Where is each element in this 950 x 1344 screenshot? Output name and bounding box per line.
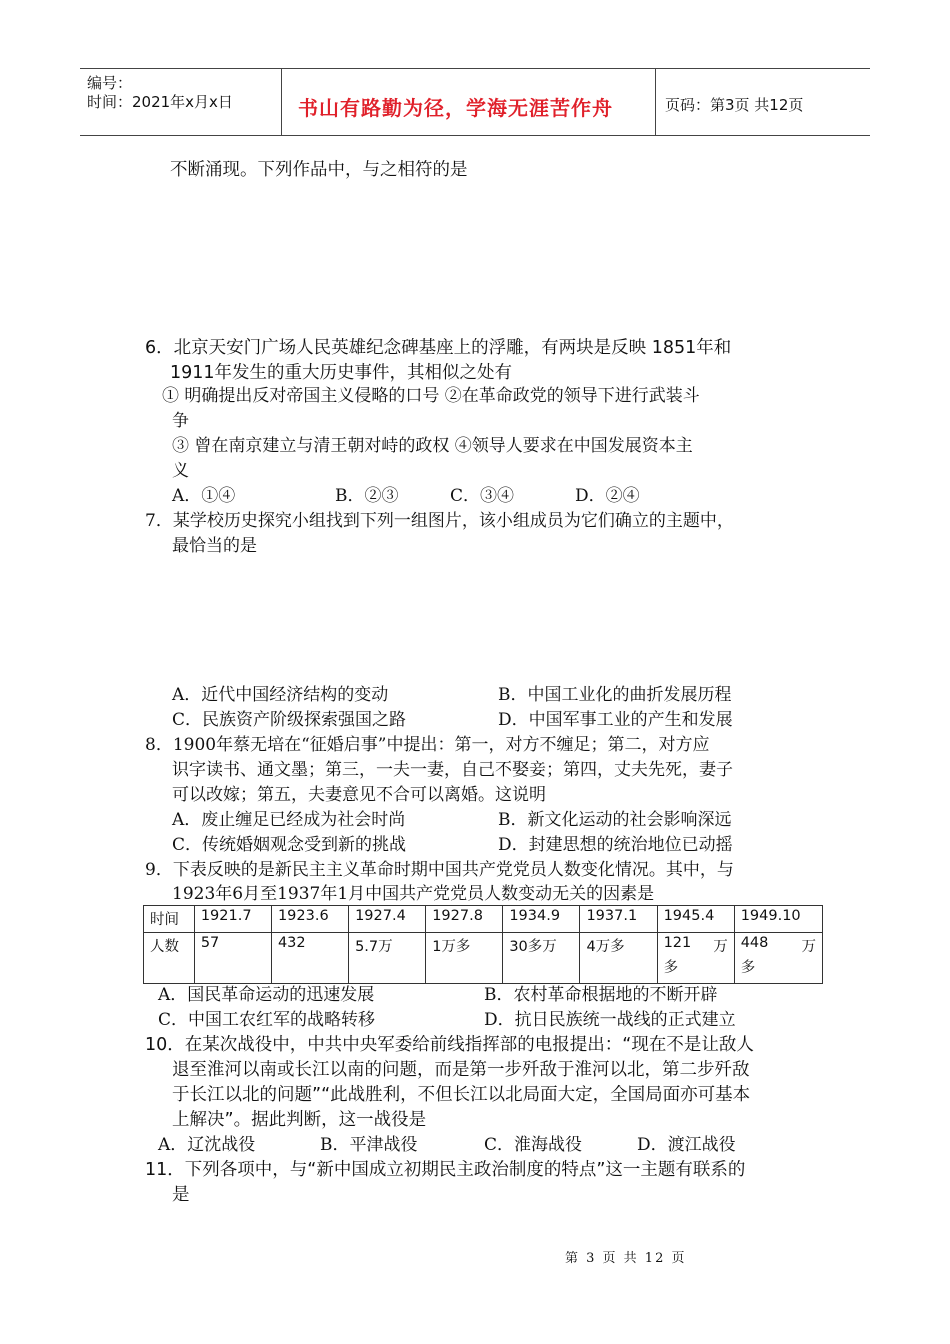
page-footer: 第 3 页 共 12 页 — [565, 1251, 687, 1266]
q9-choice-b: B．农村革命根据地的不断开辟 — [484, 985, 718, 1005]
table-cell: 1927.4 — [349, 906, 426, 933]
q6-choice-b: B．②③ — [335, 486, 399, 506]
q6-choice-d: D．②④ — [575, 486, 640, 506]
table-cell: 4万多 — [580, 933, 657, 984]
q9-stem-line1: 9．下表反映的是新民主主义革命时期中国共产党党员人数变化情况。其中，与 — [145, 860, 734, 880]
q6-stem-line2: 1911年发生的重大历史事件，其相似之处有 — [170, 363, 513, 383]
q6-stem-line1: 6．北京天安门广场人民英雄纪念碑基座上的浮雕，有两块是反映 1851年和 — [145, 338, 732, 358]
table-cell: 432 — [271, 933, 348, 984]
q10-stem-line4: 上解决”。据此判断，这一战役是 — [172, 1110, 427, 1130]
header-page-label: 页码：第3页 共12页 — [665, 96, 804, 114]
q9-stem-line2: 1923年6月至1937年1月中国共产党党员人数变动无关的因素是 — [172, 884, 655, 904]
q8-stem-line1: 8．1900年蔡无培在“征婚启事”中提出：第一，对方不缠足；第二，对方应 — [145, 735, 710, 755]
table-cell: 1万多 — [426, 933, 503, 984]
q8-stem-line3: 可以改嫁；第五，夫妻意见不合可以离婚。这说明 — [172, 785, 546, 805]
table-cell: 5.7万 — [349, 933, 426, 984]
q7-choice-b: B．中国工业化的曲折发展历程 — [498, 685, 732, 705]
q8-choice-c: C．传统婚姻观念受到新的挑战 — [172, 835, 407, 855]
table-cell: 1921.7 — [194, 906, 271, 933]
count-unit: 万 — [713, 939, 728, 955]
q10-choice-b: B．平津战役 — [320, 1135, 418, 1155]
q10-choice-a: A．辽沈战役 — [158, 1135, 256, 1155]
q6-choice-c: C．③④ — [450, 486, 515, 506]
table-row — [144, 933, 823, 984]
q7-choice-d: D．中国军事工业的产生和发展 — [498, 710, 733, 730]
q8-choice-b: B．新文化运动的社会影响深远 — [498, 810, 732, 830]
q9-choice-a: A．国民革命运动的迅速发展 — [158, 985, 375, 1005]
table-cell: 1937.1 — [580, 906, 657, 933]
table-cell: 1949.10 — [734, 906, 822, 933]
document-number-label: 编号： — [87, 74, 133, 92]
count-number: 448 — [740, 935, 769, 951]
count-unit: 万 — [801, 939, 816, 955]
q7-stem-line2: 最恰当的是 — [172, 536, 257, 556]
table-cell — [657, 933, 734, 984]
q8-choice-a: A．废止缠足已经成为社会时尚 — [172, 810, 406, 830]
party-membership-table — [143, 905, 823, 984]
q7-choice-c: C．民族资产阶级探索强国之路 — [172, 710, 407, 730]
table-cell: 1927.8 — [426, 906, 503, 933]
q9-choice-d: D．抗日民族统一战线的正式建立 — [484, 1010, 736, 1030]
q6-options-line2: ③ 曾在南京建立与清王朝对峙的政权 ④领导人要求在中国发展资本主 — [172, 436, 693, 456]
table-header-count: 人数 — [144, 933, 195, 984]
q5-tail-text: 不断涌现。下列作品中，与之相符的是 — [170, 160, 468, 180]
q6-options-line1-wrap: 争 — [172, 411, 189, 431]
q7-choice-a: A．近代中国经济结构的变动 — [172, 685, 389, 705]
header-top-rule — [80, 68, 870, 69]
header-motto: 书山有路勤为径，学海无涯苦作舟 — [298, 96, 613, 120]
q6-options-line2-wrap: 义 — [172, 461, 189, 481]
table-cell: 1934.9 — [503, 906, 580, 933]
q8-choice-d: D．封建思想的统治地位已动摇 — [498, 835, 733, 855]
q11-stem-line1: 11．下列各项中，与“新中国成立初期民主政治制度的特点”这一主题有联系的 — [145, 1160, 746, 1180]
q6-choice-a: A．①④ — [172, 486, 236, 506]
q7-stem-line1: 7．某学校历史探究小组找到下列一组图片，该小组成员为它们确立的主题中， — [145, 511, 734, 531]
header-divider-right — [655, 68, 656, 136]
q10-stem-line2: 退至淮河以南或长江以南的问题，而是第一步歼敌于淮河以北，第二步歼敌 — [172, 1060, 750, 1080]
q10-stem-line3: 于长江以北的问题”“此战胜利，不但长江以北局面大定，全国局面亦可基本 — [172, 1085, 751, 1105]
q10-stem-line1: 10．在某次战役中，中共中央军委给前线指挥部的电报提出：“现在不是让敌人 — [145, 1035, 754, 1055]
table-row — [144, 906, 823, 933]
count-suffix: 多 — [663, 960, 679, 976]
table-cell: 57 — [194, 933, 271, 984]
q9-choice-c: C．中国工农红军的战略转移 — [158, 1010, 376, 1030]
header-bottom-rule — [80, 135, 870, 136]
table-cell: 1945.4 — [657, 906, 734, 933]
table-cell: 30多万 — [503, 933, 580, 984]
q10-choice-c: C．淮海战役 — [484, 1135, 583, 1155]
table-cell — [734, 933, 822, 984]
table-cell: 1923.6 — [271, 906, 348, 933]
q6-options-line1: ① 明确提出反对帝国主义侵略的口号 ②在革命政党的领导下进行武装斗 — [162, 386, 700, 406]
count-number: 121 — [663, 935, 692, 951]
q10-choice-d: D．渡江战役 — [637, 1135, 736, 1155]
header-divider-left — [281, 68, 282, 136]
document-date-label: 时间：2021年x月x日 — [87, 93, 233, 111]
q11-stem-line2: 是 — [172, 1185, 190, 1205]
q8-stem-line2: 识字读书、通文墨；第三，一夫一妻，自己不娶妾；第四，丈夫先死，妻子 — [172, 760, 733, 780]
table-header-time: 时间 — [144, 906, 195, 933]
count-suffix: 多 — [740, 960, 756, 976]
